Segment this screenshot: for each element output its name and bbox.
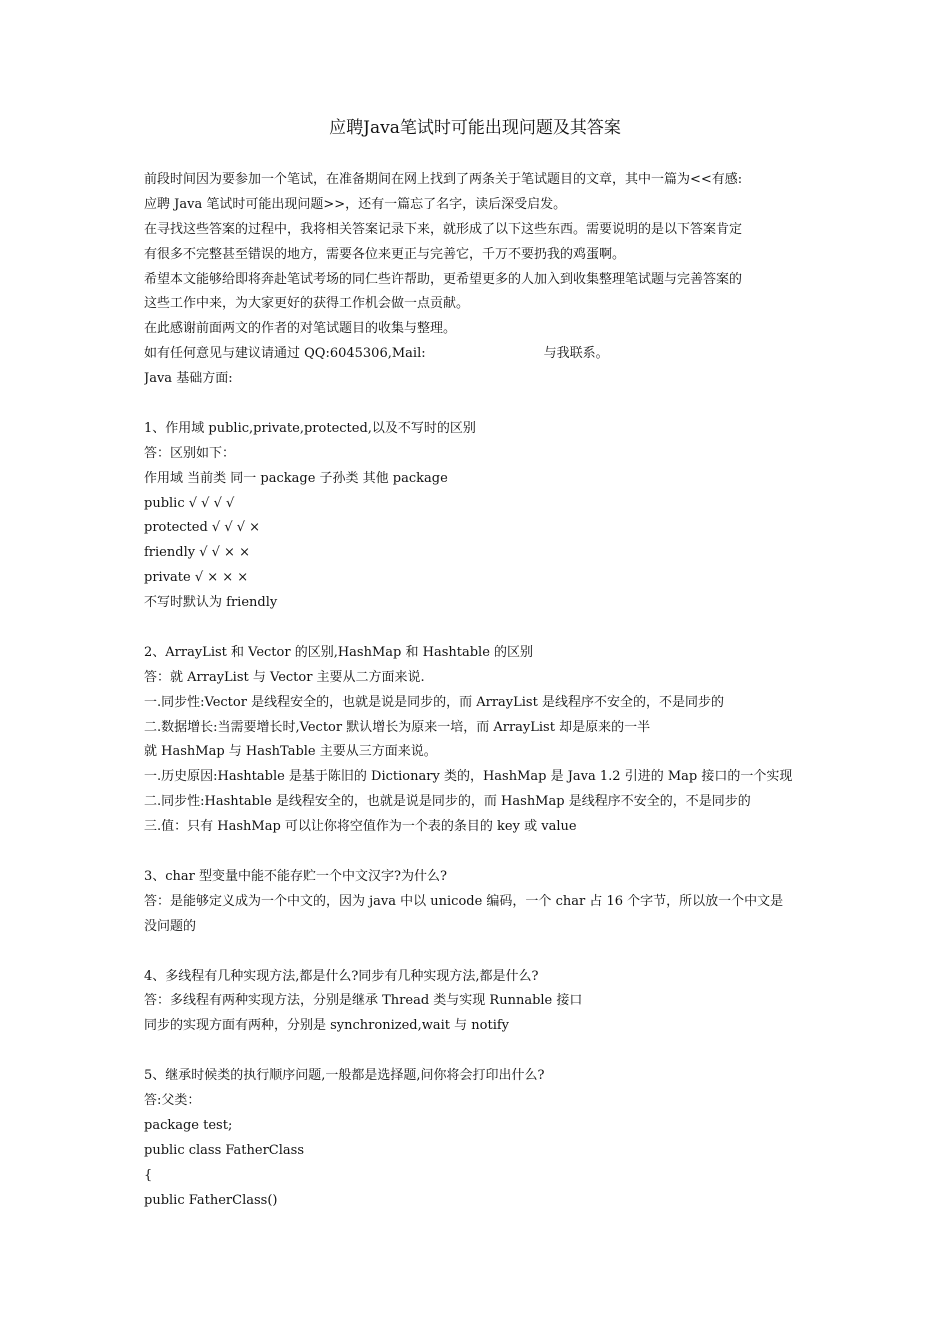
- intro-line-2: 应聘 Java 笔试时可能出现问题>>，还有一篇忘了名字，读后深受启发。: [144, 196, 567, 212]
- q1-row-protected: protected √ √ √ ×: [144, 520, 261, 536]
- q1-row-public: public √ √ √ √: [144, 495, 235, 511]
- q3-line-3: 没问题的: [144, 918, 197, 934]
- q2-line-2: 答：就 ArrayList 与 Vector 主要从二方面来说.: [144, 669, 425, 685]
- document-body: [144, 168, 816, 1213]
- q5-code-line-1: package test;: [144, 1117, 233, 1133]
- q1-row-private: private √ × × ×: [144, 570, 249, 586]
- q1-question: 1、作用域 public,private,protected,以及不写时的区别: [144, 420, 476, 436]
- intro-line-3: 在寻找这些答案的过程中，我将相关答案记录下来，就形成了以下这些东西。需要说明的是以下答案肯定: [144, 221, 743, 237]
- section-heading: Java 基础方面:: [144, 371, 233, 387]
- q2-line-8: 三.值：只有 HashMap 可以让你将空值作为一个表的条目的 key 或 value: [144, 819, 577, 835]
- q5-line-2: 答:父类：: [144, 1092, 201, 1108]
- q4-line-2: 答：多线程有两种实现方法，分别是继承 Thread 类与实现 Runnable 接口: [144, 993, 583, 1009]
- contact-prefix: 如有任何意见与建议请通过 QQ:6045306,Mail:: [144, 346, 426, 362]
- intro-line-6: 这些工作中来，为大家更好的获得工作机会做一点贡献。: [144, 296, 470, 312]
- q2-line-5: 就 HashMap 与 HashTable 主要从三方面来说。: [144, 744, 437, 760]
- q1-table-header: 作用域 当前类 同一 package 子孙类 其他 package: [144, 470, 448, 486]
- q5-code-line-2: public class FatherClass: [144, 1142, 304, 1158]
- document-title: 应聘Java笔试时可能出现问题及其答案: [329, 118, 621, 138]
- contact-suffix: 与我联系。: [543, 346, 609, 362]
- intro-line-5: 希望本文能够给即将奔赴笔试考场的同仁些许帮助，更希望更多的人加入到收集整理笔试题与完善答案的: [144, 271, 743, 287]
- spacer: [144, 840, 816, 865]
- q3-question: 3、char 型变量中能不能存贮一个中文汉字?为什么?: [144, 868, 447, 884]
- contact-line: [144, 342, 816, 367]
- q2-line-4: 二.数据增长:当需要增长时,Vector 默认增长为原来一培，而 ArrayList 却是原来的一半: [144, 719, 651, 735]
- q5-question: 5、继承时候类的执行顺序问题,一般都是选择题,问你将会打印出什么?: [144, 1068, 545, 1084]
- q3-line-2: 答：是能够定义成为一个中文的，因为 java 中以 unicode 编码，一个 char 占 16 个字节，所以放一个中文是: [144, 893, 784, 909]
- q2-line-7: 二.同步性:Hashtable 是线程安全的，也就是说是同步的，而 HashMap 是线程序不安全的，不是同步的: [144, 794, 751, 810]
- q2-line-3: 一.同步性:Vector 是线程安全的，也就是说是同步的，而 ArrayList 是线程序不安全的，不是同步的: [144, 694, 724, 710]
- q5-code-line-4: public FatherClass(): [144, 1192, 278, 1208]
- q2-line-6: 一.历史原因:Hashtable 是基于陈旧的 Dictionary 类的，HashMap 是 Java 1.2 引进的 Map 接口的一个实现: [144, 769, 793, 785]
- q1-answer-lead: 答：区别如下：: [144, 445, 236, 461]
- spacer: [144, 1039, 816, 1064]
- intro-line-1: 前段时间因为要参加一个笔试，在准备期间在网上找到了两条关于笔试题目的文章，其中一篇为<<有感:: [144, 172, 743, 187]
- q2-question: 2、ArrayList 和 Vector 的区别,HashMap 和 Hashtable 的区别: [144, 644, 534, 660]
- intro-line-4: 有很多不完整甚至错误的地方，需要各位来更正与完善它，千万不要扔我的鸡蛋啊。: [144, 246, 626, 262]
- spacer: [144, 392, 816, 417]
- intro-line-7: 在此感谢前面两文的作者的对笔试题目的收集与整理。: [144, 321, 457, 337]
- q4-line-3: 同步的实现方面有两种，分别是 synchronized,wait 与 notify: [144, 1018, 510, 1034]
- q1-note: 不写时默认为 friendly: [144, 595, 278, 611]
- q1-row-friendly: friendly √ √ × ×: [144, 545, 250, 561]
- spacer: [144, 940, 816, 965]
- q4-question: 4、多线程有几种实现方法,都是什么?同步有几种实现方法,都是什么?: [144, 968, 539, 984]
- spacer: [144, 616, 816, 641]
- q5-code-line-3: {: [144, 1167, 153, 1183]
